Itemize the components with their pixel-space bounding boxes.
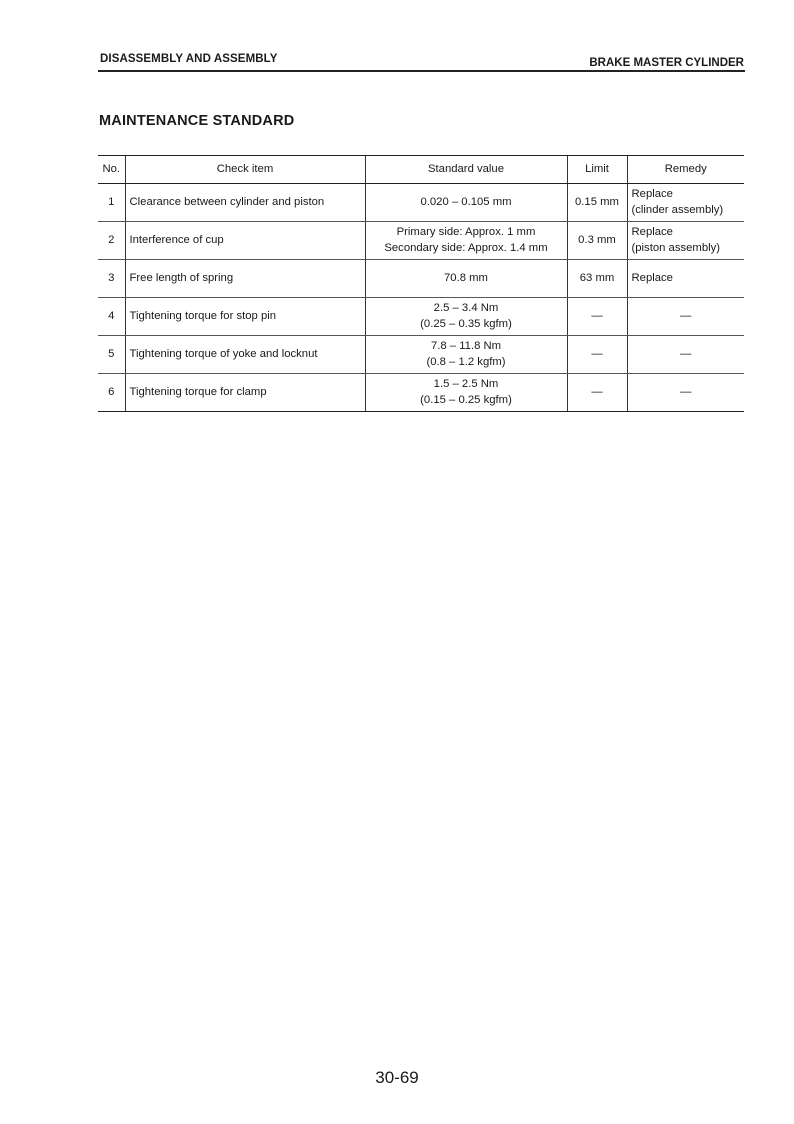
remedy-line: (piston assembly) [631,241,721,254]
header-section-title: DISASSEMBLY AND ASSEMBLY [100,53,278,65]
check-item: Tightening torque for clamp [125,374,365,412]
standard-value-line: (0.15 – 0.25 kgfm) [420,393,512,406]
standard-value-line: 2.5 – 3.4 Nm [433,302,499,315]
table-header-row [98,156,744,184]
check-item: Tightening torque for stop pin [125,298,365,336]
table-row [98,184,744,222]
row-number: 5 [98,336,125,374]
page-number: 30-69 [375,1068,419,1087]
remedy-line: Replace [631,226,673,239]
table-row [98,374,744,412]
remedy [627,222,744,260]
remedy [627,184,744,222]
remedy [627,298,744,336]
remedy [627,374,744,412]
section-title: MAINTENANCE STANDARD [99,113,295,129]
limit-value: 0.15 mm [567,184,627,222]
column-header-check-item: Check item [125,156,365,184]
standard-value-line: (0.8 – 1.2 kgfm) [426,355,506,368]
column-header-remedy: Remedy [627,156,744,184]
row-number: 4 [98,298,125,336]
row-number: 3 [98,260,125,298]
remedy [627,336,744,374]
standard-value [365,336,567,374]
limit-value: — [567,374,627,412]
limit-value: — [567,336,627,374]
check-item: Tightening torque of yoke and locknut [125,336,365,374]
column-header-limit: Limit [567,156,627,184]
remedy-line: Replace [631,271,673,284]
standard-value-line: 1.5 – 2.5 Nm [433,378,499,391]
maintenance-standard-table [98,155,744,412]
standard-value [365,298,567,336]
row-number: 6 [98,374,125,412]
standard-value [365,184,567,222]
standard-value-line: Primary side: Approx. 1 mm [396,226,536,239]
check-item: Interference of cup [125,222,365,260]
remedy-line: — [680,385,692,398]
limit-value: — [567,298,627,336]
table-row [98,222,744,260]
check-item: Free length of spring [125,260,365,298]
standard-value-line: 0.020 – 0.105 mm [420,195,512,208]
standard-value-line: 70.8 mm [444,271,488,284]
standard-value-line: 7.8 – 11.8 Nm [430,340,502,353]
limit-value: 0.3 mm [567,222,627,260]
table-row [98,298,744,336]
column-header-standard-value: Standard value [365,156,567,184]
column-header-no: No. [98,156,125,184]
remedy [627,260,744,298]
limit-value: 63 mm [567,260,627,298]
check-item: Clearance between cylinder and piston [125,184,365,222]
remedy-line: (clinder assembly) [631,203,724,216]
standard-value [365,374,567,412]
row-number: 2 [98,222,125,260]
table-row [98,260,744,298]
table-row [98,336,744,374]
standard-value-line: (0.25 – 0.35 kgfm) [420,317,512,330]
header-rule [98,70,745,72]
remedy-line: — [680,309,692,322]
remedy-line: — [680,347,692,360]
standard-value-line: Secondary side: Approx. 1.4 mm [384,241,548,254]
standard-value [365,222,567,260]
standard-value [365,260,567,298]
remedy-line: Replace [631,188,673,201]
row-number: 1 [98,184,125,222]
header-chapter-title: BRAKE MASTER CYLINDER [589,57,744,69]
